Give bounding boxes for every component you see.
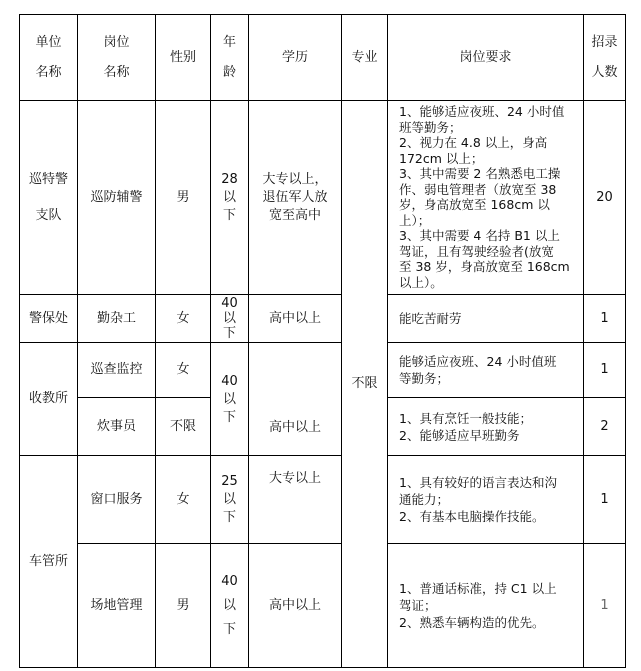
count-cell: 1 xyxy=(584,343,626,398)
count-cell: 20 xyxy=(584,101,626,295)
age-line: 40 xyxy=(221,573,238,589)
table-row xyxy=(20,295,626,343)
requirements-cell xyxy=(388,544,584,668)
age-cell xyxy=(211,295,249,343)
age-line: 25 xyxy=(221,473,238,489)
age-line: 以 xyxy=(222,311,236,326)
age-line: 以 xyxy=(222,392,236,407)
requirement-line: 上）； xyxy=(399,212,431,228)
requirement-line: 等勤务； xyxy=(399,371,450,386)
requirement-line: 1、普通话标准，持 C1 以上 xyxy=(399,581,557,596)
requirement-line: 1、具有较好的语言表达和沟 xyxy=(399,475,557,490)
requirement-line: 2、熟悉车辆构造的优先。 xyxy=(399,615,545,630)
age-line: 以 xyxy=(222,597,236,613)
age-line: 下 xyxy=(222,326,236,341)
unit-cell: 收教所 xyxy=(20,343,78,456)
count-cell: 2 xyxy=(584,398,626,456)
header-education: 学历 xyxy=(249,15,342,101)
post-cell: 窗口服务 xyxy=(78,456,156,544)
education-line: 退伍军人放 xyxy=(262,189,328,205)
count-cell: 1 xyxy=(584,544,626,668)
education-cell: 高中以上 xyxy=(249,544,342,668)
table-row xyxy=(20,101,626,295)
requirements-cell xyxy=(388,398,584,456)
unit-cell: 警保处 xyxy=(20,295,78,343)
education-cell: 高中以上 xyxy=(249,343,342,456)
age-line: 40 xyxy=(221,374,238,389)
education-line: 大专以上， xyxy=(262,171,328,187)
header-gender: 性别 xyxy=(156,15,211,101)
header-count-line-1: 招录 xyxy=(591,34,618,50)
requirement-line: 至 38 岁，身高放宽至 168cm xyxy=(399,259,570,274)
post-cell: 场地管理 xyxy=(78,544,156,668)
count-cell: 1 xyxy=(584,456,626,544)
header-age-line-2: 龄 xyxy=(222,64,236,80)
header-major: 专业 xyxy=(342,15,388,101)
header-row xyxy=(20,15,626,101)
requirements-cell xyxy=(388,343,584,398)
unit-line-2: 支队 xyxy=(35,207,62,223)
requirement-line: 2、有基本电脑操作技能。 xyxy=(399,509,545,524)
requirement-line: 作、弱电管理者（放宽至 38 xyxy=(399,181,557,197)
gender-cell: 男 xyxy=(156,544,211,668)
education-cell: 大专以上 xyxy=(249,456,342,544)
education-cell: 高中以上 xyxy=(249,295,342,343)
requirement-line: 岁，身高放宽至 168cm 以 xyxy=(399,197,550,212)
header-unit-line-1: 单位 xyxy=(35,34,62,50)
age-cell xyxy=(211,544,249,668)
table-row xyxy=(20,343,626,398)
requirement-line: 3、其中需要 2 名熟悉电工操 xyxy=(399,166,561,181)
age-cell xyxy=(211,343,249,456)
gender-cell: 男 xyxy=(156,101,211,295)
gender-cell: 女 xyxy=(156,456,211,544)
header-count-line-2: 人数 xyxy=(591,64,618,80)
post-cell: 巡查监控 xyxy=(78,343,156,398)
header-age xyxy=(211,15,249,101)
header-count xyxy=(584,15,626,101)
education-line: 宽至高中 xyxy=(268,207,321,223)
post-cell: 炊事员 xyxy=(78,398,156,456)
requirement-line: 驾证，且有驾驶经验者(放宽 xyxy=(399,243,554,259)
requirement-line: 能吃苦耐劳 xyxy=(399,311,462,326)
requirement-line: 2、能够适应早班勤务 xyxy=(399,427,520,443)
age-line: 下 xyxy=(222,509,236,525)
age-line: 40 xyxy=(221,296,238,311)
age-line: 下 xyxy=(222,410,236,425)
requirement-line: 以上）。 xyxy=(399,274,443,290)
age-cell xyxy=(211,456,249,544)
requirement-line: 1、能够适应夜班、24 小时值 xyxy=(399,104,565,119)
post-cell: 巡防辅警 xyxy=(78,101,156,295)
requirement-line: 1、具有烹饪一般技能； xyxy=(399,410,532,426)
header-post xyxy=(78,15,156,101)
requirement-line: 能够适应夜班、24 小时值班 xyxy=(399,354,557,369)
header-unit xyxy=(20,15,78,101)
requirements-cell xyxy=(388,456,584,544)
header-unit-line-2: 名称 xyxy=(35,64,62,80)
age-line: 以 xyxy=(222,189,236,205)
requirement-line: 通能力； xyxy=(399,492,450,507)
unit-cell xyxy=(20,101,78,295)
age-line: 下 xyxy=(222,207,236,223)
unit-cell: 车管所 xyxy=(20,456,78,668)
age-line: 下 xyxy=(222,621,236,637)
unit-line-1: 巡特警 xyxy=(28,171,68,187)
requirements-cell xyxy=(388,101,584,295)
header-post-line-2: 名称 xyxy=(103,64,130,80)
age-line: 28 xyxy=(221,171,238,187)
requirement-line: 172cm 以上； xyxy=(399,150,484,166)
count-cell: 1 xyxy=(584,295,626,343)
header-age-line-1: 年 xyxy=(222,34,236,50)
requirement-line: 2、视力在 4.8 以上，身高 xyxy=(399,135,548,150)
age-line: 以 xyxy=(222,491,236,507)
requirements-cell xyxy=(388,295,584,343)
table-row xyxy=(20,544,626,668)
major-cell: 不限 xyxy=(342,101,388,668)
gender-cell: 不限 xyxy=(156,398,211,456)
requirement-line: 班等勤务； xyxy=(399,119,462,135)
post-cell: 勤杂工 xyxy=(78,295,156,343)
requirement-line: 3、其中需要 4 名持 B1 以上 xyxy=(399,228,560,243)
recruitment-table xyxy=(19,14,626,668)
education-cell xyxy=(249,101,342,295)
gender-cell: 女 xyxy=(156,343,211,398)
requirement-line: 驾证； xyxy=(399,598,437,613)
gender-cell: 女 xyxy=(156,295,211,343)
header-post-line-1: 岗位 xyxy=(103,34,130,50)
age-cell xyxy=(211,101,249,295)
header-requirements: 岗位要求 xyxy=(388,15,584,101)
table-row xyxy=(20,456,626,544)
